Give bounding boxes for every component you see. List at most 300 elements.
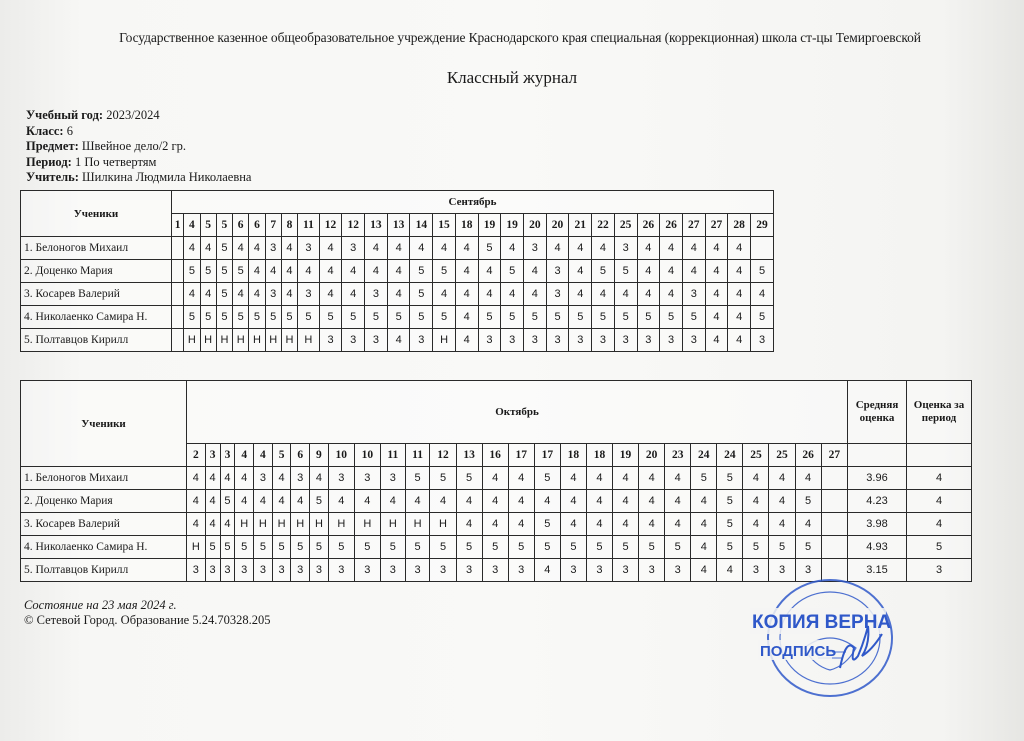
grade-cell: 3 <box>354 559 380 582</box>
grade-cell: 5 <box>534 513 560 536</box>
grade-cell: 5 <box>430 467 456 490</box>
grade-cell: 4 <box>613 467 639 490</box>
period-grade: 4 <box>907 467 972 490</box>
grade-cell: Н <box>184 329 200 352</box>
student-name: 2. Доценко Мария <box>21 260 172 283</box>
grade-cell: 4 <box>717 559 743 582</box>
grade-cell: 5 <box>534 536 560 559</box>
grade-cell: 4 <box>560 490 586 513</box>
meta-teacher: Учитель: Шилкина Людмила Николаевна <box>26 170 252 184</box>
copyright: © Сетевой Город. Образование 5.24.70328.205 <box>24 613 271 627</box>
grade-cell: 4 <box>613 513 639 536</box>
grade-cell: 5 <box>751 306 774 329</box>
grade-cell <box>821 490 847 513</box>
grade-cell <box>172 283 184 306</box>
grade-cell: 4 <box>433 283 456 306</box>
grade-cell: 5 <box>524 306 547 329</box>
student-name: 1. Белоногов Михаил <box>21 237 172 260</box>
student-name: 4. Николаенко Самира Н. <box>21 306 172 329</box>
grade-cell: 4 <box>387 283 410 306</box>
day-header: 13 <box>387 214 410 237</box>
grade-cell: 4 <box>281 283 297 306</box>
grade-cell: 3 <box>560 559 586 582</box>
grade-cell: 3 <box>328 559 354 582</box>
grade-cell: Н <box>281 329 297 352</box>
grade-cell: 4 <box>233 237 249 260</box>
grade-cell: 5 <box>365 306 388 329</box>
grade-cell: 4 <box>478 260 501 283</box>
grade-cell: 5 <box>478 237 501 260</box>
grade-cell: 4 <box>387 260 410 283</box>
grade-cell: Н <box>310 513 329 536</box>
grade-cell: 3 <box>795 559 821 582</box>
day-header: 20 <box>639 444 665 467</box>
september-grades-table <box>20 190 774 352</box>
day-header: 23 <box>665 444 691 467</box>
grade-cell: 3 <box>665 559 691 582</box>
day-header: 11 <box>380 444 405 467</box>
status-date: Состояние на 23 мая 2024 г. <box>24 598 177 612</box>
meta-period: Период: 1 По четвертям <box>26 154 157 169</box>
grade-cell: 4 <box>187 490 206 513</box>
grade-cell: 3 <box>235 559 254 582</box>
grade-cell: 5 <box>717 536 743 559</box>
footer <box>24 598 270 628</box>
grade-cell: 5 <box>184 306 200 329</box>
grade-cell: 3 <box>254 467 273 490</box>
day-header: 19 <box>478 214 501 237</box>
stamp-line1: КОПИЯ ВЕРНА <box>752 612 892 633</box>
grade-cell: 4 <box>365 260 388 283</box>
grade-cell: 4 <box>639 513 665 536</box>
header-row <box>21 191 774 214</box>
grade-cell: 3 <box>456 559 482 582</box>
grade-cell: 4 <box>691 490 717 513</box>
grade-cell <box>751 237 774 260</box>
grade-cell: 4 <box>200 237 216 260</box>
grade-cell: 5 <box>501 260 524 283</box>
grade-cell: 3 <box>205 559 220 582</box>
grade-cell: 5 <box>501 306 524 329</box>
grade-cell: 4 <box>665 490 691 513</box>
day-header: 29 <box>751 214 774 237</box>
grade-cell: 4 <box>508 513 534 536</box>
grade-cell: 5 <box>717 490 743 513</box>
grade-cell: 4 <box>728 260 751 283</box>
grade-cell: 5 <box>200 306 216 329</box>
grade-cell: 4 <box>281 260 297 283</box>
grade-cell: 5 <box>205 536 220 559</box>
day-header: 28 <box>728 214 751 237</box>
grade-cell: 4 <box>795 513 821 536</box>
grade-cell: 4 <box>743 467 769 490</box>
grade-cell: 3 <box>342 329 365 352</box>
table-row <box>21 536 972 559</box>
day-header: 4 <box>235 444 254 467</box>
day-header: 25 <box>769 444 795 467</box>
grade-cell: 4 <box>319 237 342 260</box>
grade-cell: 5 <box>586 536 612 559</box>
grade-cell: 4 <box>205 513 220 536</box>
grade-cell: Н <box>235 513 254 536</box>
grade-cell: 5 <box>433 306 456 329</box>
day-header: 18 <box>586 444 612 467</box>
grade-cell: 5 <box>534 467 560 490</box>
grade-cell: 4 <box>455 237 478 260</box>
grade-cell: 3 <box>310 559 329 582</box>
period-grade: 4 <box>907 513 972 536</box>
grade-cell: 3 <box>660 329 683 352</box>
grade-cell: 3 <box>751 329 774 352</box>
grade-cell: 3 <box>592 329 615 352</box>
day-header: 6 <box>249 214 265 237</box>
grade-cell: 4 <box>586 467 612 490</box>
day-header: 17 <box>534 444 560 467</box>
grade-cell: 4 <box>455 329 478 352</box>
grade-cell: 3 <box>405 559 430 582</box>
table-row <box>21 260 774 283</box>
table-row <box>21 513 972 536</box>
grade-cell: 4 <box>743 513 769 536</box>
day-header: 10 <box>328 444 354 467</box>
grade-cell: 3 <box>478 329 501 352</box>
grade-cell: 4 <box>184 237 200 260</box>
grade-cell: 5 <box>233 306 249 329</box>
day-header: 26 <box>795 444 821 467</box>
grade-cell: 5 <box>637 306 660 329</box>
grade-cell: 4 <box>380 490 405 513</box>
grade-cell: 4 <box>508 467 534 490</box>
grade-cell: 3 <box>365 283 388 306</box>
grade-cell: 5 <box>592 306 615 329</box>
average-grade: 3.96 <box>848 467 907 490</box>
grade-cell: 5 <box>691 467 717 490</box>
day-header: 13 <box>365 214 388 237</box>
grade-cell: 4 <box>728 329 751 352</box>
day-header: 16 <box>482 444 508 467</box>
grade-cell: 3 <box>220 559 235 582</box>
day-header: 12 <box>430 444 456 467</box>
grade-cell: 4 <box>249 237 265 260</box>
grade-cell: 3 <box>342 237 365 260</box>
day-header: 17 <box>508 444 534 467</box>
grade-cell: 5 <box>430 536 456 559</box>
grade-cell: 4 <box>455 260 478 283</box>
grade-cell: 4 <box>769 490 795 513</box>
grade-cell: 4 <box>743 490 769 513</box>
stamp-line2: ПОДПИСЬ <box>760 643 837 660</box>
day-header: 6 <box>233 214 249 237</box>
grade-cell: 5 <box>751 260 774 283</box>
period-grade-header: Оценка за период <box>907 381 972 444</box>
grade-cell: 4 <box>691 559 717 582</box>
grade-cell <box>821 536 847 559</box>
grade-cell: 3 <box>291 467 310 490</box>
grade-cell: Н <box>430 513 456 536</box>
day-header: 11 <box>405 444 430 467</box>
grade-cell: 5 <box>328 536 354 559</box>
table-row <box>21 490 972 513</box>
period-grade: 4 <box>907 490 972 513</box>
grade-cell: 4 <box>524 283 547 306</box>
day-header: 27 <box>682 214 705 237</box>
grade-cell: 4 <box>586 490 612 513</box>
grade-cell: 4 <box>705 329 728 352</box>
grade-cell: 3 <box>614 329 637 352</box>
grade-cell: 3 <box>291 559 310 582</box>
grade-cell: Н <box>254 513 273 536</box>
grade-cell: 5 <box>410 283 433 306</box>
grade-cell: 4 <box>387 237 410 260</box>
grade-cell: 4 <box>319 260 342 283</box>
day-header: 19 <box>613 444 639 467</box>
grade-cell: 4 <box>249 260 265 283</box>
grade-cell: 5 <box>614 260 637 283</box>
grade-cell: 4 <box>405 490 430 513</box>
grade-cell: 4 <box>639 467 665 490</box>
day-header: 4 <box>184 214 200 237</box>
grade-cell: 4 <box>660 237 683 260</box>
month-header: Октябрь <box>187 381 848 444</box>
grade-cell: 4 <box>660 260 683 283</box>
grade-cell: 5 <box>319 306 342 329</box>
student-name: 1. Белоногов Михаил <box>21 467 187 490</box>
grade-cell: 4 <box>328 490 354 513</box>
grade-cell: 5 <box>235 536 254 559</box>
day-header: 7 <box>265 214 281 237</box>
grade-cell: Н <box>187 536 206 559</box>
grade-cell: 3 <box>365 329 388 352</box>
grade-cell: 4 <box>233 283 249 306</box>
students-header: Ученики <box>21 381 187 467</box>
grade-cell: 5 <box>478 306 501 329</box>
grade-cell: 4 <box>291 490 310 513</box>
grade-cell: 4 <box>354 490 380 513</box>
grade-cell: 4 <box>200 283 216 306</box>
grade-cell: 4 <box>751 283 774 306</box>
grade-cell: 4 <box>298 260 320 283</box>
day-header: 21 <box>569 214 592 237</box>
grade-cell: 3 <box>272 559 291 582</box>
student-name: 3. Косарев Валерий <box>21 283 172 306</box>
grade-cell: 4 <box>455 283 478 306</box>
meta-year: Учебный год: 2023/2024 <box>26 108 160 122</box>
grade-cell: 4 <box>478 283 501 306</box>
grade-cell: 3 <box>319 329 342 352</box>
grade-cell: 4 <box>310 467 329 490</box>
day-header: 14 <box>410 214 433 237</box>
table-row <box>21 237 774 260</box>
grade-cell: 4 <box>187 513 206 536</box>
average-grade: 4.23 <box>848 490 907 513</box>
grade-cell: 4 <box>691 513 717 536</box>
table-row <box>21 329 774 352</box>
day-header: 24 <box>691 444 717 467</box>
grade-cell: 3 <box>546 329 569 352</box>
grade-cell: 4 <box>281 237 297 260</box>
grade-cell: 3 <box>298 283 320 306</box>
grade-cell: Н <box>200 329 216 352</box>
day-header: 20 <box>546 214 569 237</box>
grade-cell <box>172 329 184 352</box>
empty-header <box>907 444 972 467</box>
grade-cell: 4 <box>524 260 547 283</box>
grade-cell: 5 <box>769 536 795 559</box>
grade-cell: 5 <box>717 467 743 490</box>
grade-cell: 4 <box>569 237 592 260</box>
grade-cell: Н <box>233 329 249 352</box>
table-row <box>21 283 774 306</box>
day-header: 19 <box>501 214 524 237</box>
grade-cell: 3 <box>682 329 705 352</box>
grade-cell: 5 <box>342 306 365 329</box>
meta-subject: Предмет: Швейное дело/2 гр. <box>26 139 187 153</box>
grade-cell: 4 <box>637 260 660 283</box>
month-header: Сентябрь <box>172 191 774 214</box>
grade-cell: 3 <box>254 559 273 582</box>
day-header: 3 <box>220 444 235 467</box>
grade-cell: 3 <box>482 559 508 582</box>
grade-cell: 5 <box>508 536 534 559</box>
meta-class: Класс: 6 <box>26 123 73 138</box>
grade-cell: Н <box>433 329 456 352</box>
october-grades-table <box>20 380 972 582</box>
grade-cell: 5 <box>546 306 569 329</box>
average-grade: 3.15 <box>848 559 907 582</box>
day-header: 3 <box>205 444 220 467</box>
day-header: 18 <box>560 444 586 467</box>
table-row <box>21 306 774 329</box>
grade-cell: 3 <box>380 559 405 582</box>
grade-cell: 4 <box>501 283 524 306</box>
grade-cell: 5 <box>569 306 592 329</box>
grade-cell: 5 <box>298 306 320 329</box>
grade-cell: 4 <box>614 283 637 306</box>
grade-cell: 4 <box>501 237 524 260</box>
grade-cell: 3 <box>524 237 547 260</box>
day-header: 27 <box>705 214 728 237</box>
grade-cell: 5 <box>795 536 821 559</box>
grade-cell: 4 <box>482 490 508 513</box>
grade-cell: 5 <box>281 306 297 329</box>
grade-cell: 4 <box>272 490 291 513</box>
grade-cell: 5 <box>200 260 216 283</box>
grade-cell: Н <box>328 513 354 536</box>
grade-cell: 4 <box>769 467 795 490</box>
grade-cell: 4 <box>220 513 235 536</box>
grade-cell: 3 <box>265 237 281 260</box>
grade-cell: 4 <box>205 490 220 513</box>
grade-cell: 5 <box>254 536 273 559</box>
day-header: 22 <box>592 214 615 237</box>
grade-cell: 4 <box>235 490 254 513</box>
day-header: 5 <box>272 444 291 467</box>
grade-cell: 3 <box>298 237 320 260</box>
day-header: 8 <box>281 214 297 237</box>
grade-cell: 5 <box>613 536 639 559</box>
grade-cell: 5 <box>592 260 615 283</box>
grade-cell: 4 <box>637 283 660 306</box>
certified-copy-stamp <box>744 578 900 706</box>
journal-meta <box>26 108 251 186</box>
grade-cell: 3 <box>380 467 405 490</box>
grade-cell: Н <box>405 513 430 536</box>
grade-cell: 5 <box>660 306 683 329</box>
grade-cell <box>172 237 184 260</box>
grade-cell: 3 <box>614 237 637 260</box>
grade-cell <box>821 467 847 490</box>
grade-cell: 5 <box>220 536 235 559</box>
grade-cell: 3 <box>613 559 639 582</box>
student-name: 5. Полтавцов Кирилл <box>21 329 172 352</box>
grade-cell: 3 <box>546 283 569 306</box>
grade-cell: 3 <box>743 559 769 582</box>
grade-cell: 4 <box>319 283 342 306</box>
day-header: 5 <box>216 214 232 237</box>
grade-cell: 4 <box>569 283 592 306</box>
grade-cell: 5 <box>665 536 691 559</box>
grade-cell: 4 <box>560 467 586 490</box>
grade-cell: 4 <box>769 513 795 536</box>
grade-cell: 5 <box>433 260 456 283</box>
day-header: 10 <box>354 444 380 467</box>
grade-cell: 4 <box>665 467 691 490</box>
grade-cell: 4 <box>665 513 691 536</box>
grade-cell: 5 <box>387 306 410 329</box>
grade-cell: 3 <box>639 559 665 582</box>
grade-cell <box>172 306 184 329</box>
grade-cell: 5 <box>405 467 430 490</box>
grade-cell: 5 <box>184 260 200 283</box>
day-header: 26 <box>660 214 683 237</box>
grade-cell: 5 <box>216 237 232 260</box>
day-header: 5 <box>200 214 216 237</box>
day-header: 20 <box>524 214 547 237</box>
grade-cell: Н <box>265 329 281 352</box>
average-grade: 3.98 <box>848 513 907 536</box>
grade-cell: 3 <box>187 559 206 582</box>
grade-cell: 4 <box>508 490 534 513</box>
grade-cell: 5 <box>717 513 743 536</box>
grade-cell: 5 <box>265 306 281 329</box>
grade-cell: 5 <box>291 536 310 559</box>
grade-cell: 4 <box>184 283 200 306</box>
grade-cell: 4 <box>592 283 615 306</box>
grade-cell: 3 <box>546 260 569 283</box>
grade-cell: 4 <box>569 260 592 283</box>
period-grade: 5 <box>907 536 972 559</box>
grade-cell: 5 <box>682 306 705 329</box>
grade-cell: 3 <box>524 329 547 352</box>
grade-cell: Н <box>272 513 291 536</box>
grade-cell: Н <box>249 329 265 352</box>
grade-cell: 5 <box>405 536 430 559</box>
grade-cell: 5 <box>310 490 329 513</box>
grade-cell: 4 <box>728 237 751 260</box>
grade-cell: 5 <box>743 536 769 559</box>
grade-cell: Н <box>291 513 310 536</box>
table-row <box>21 467 972 490</box>
grade-cell: 3 <box>508 559 534 582</box>
grade-cell: 4 <box>272 467 291 490</box>
grade-cell: 3 <box>569 329 592 352</box>
grade-cell: 5 <box>614 306 637 329</box>
day-header: 18 <box>455 214 478 237</box>
day-header: 12 <box>342 214 365 237</box>
grade-cell: 4 <box>387 329 410 352</box>
grade-cell: 4 <box>456 513 482 536</box>
grade-cell: 4 <box>705 283 728 306</box>
